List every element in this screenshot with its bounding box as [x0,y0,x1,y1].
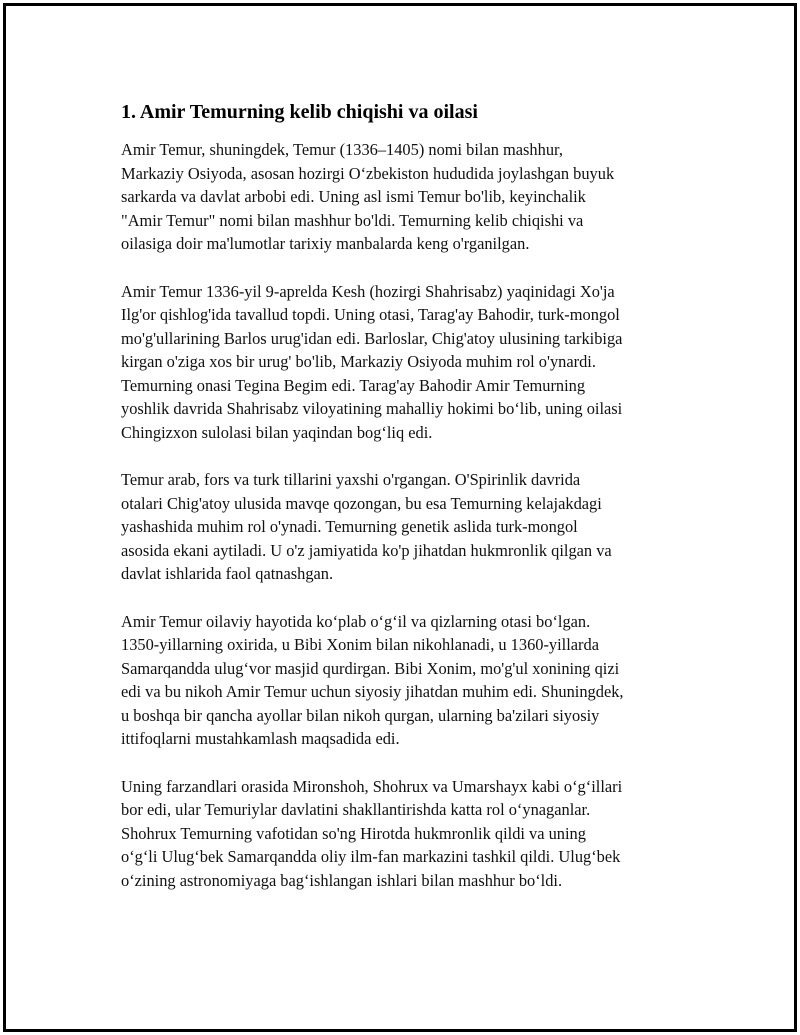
text-line: Uning farzandlari orasida Mironshoh, Shohrux va Umarshayx kabi oʻgʻillari [121,776,623,796]
text-line: 1350-yillarning oxirida, u Bibi Xonim bilan nikohlanadi, u 1360-yillarda [121,635,599,654]
text-line: asosida ekani aytiladi. U o'z jamiyatida ko'p jihatdan hukmronlik qilgan va [121,540,612,560]
document-body [121,98,696,916]
text-line: "Amir Temur" nomi bilan mashhur bo'ldi. Temurning kelib chiqishi va [121,210,584,230]
text-line: Amir Temur oilaviy hayotida koʻplab oʻgʻil va qizlarning otasi boʻlgan. [121,611,591,631]
text-line: Ilg'or qishlog'ida tavallud topdi. Uning otasi, Tarag'ay Bahodir, turk-mongol [121,305,620,324]
page-frame [3,3,797,1032]
text-line: Temur arab, fors va turk tillarini yaxshi o'rgangan. O'Spirinlik davrida [121,470,581,489]
text-line: sarkarda va davlat arbobi edi. Uning asl ismi Temur bo'lib, keyinchalik [121,187,586,206]
text-line: kirgan o'ziga xos bir urug' bo'lib, Markaziy Osiyoda muhim rol o'ynardi. [121,352,596,371]
text-line: oilasiga doir ma'lumotlar tarixiy manbalarda keng o'rganilgan. [121,234,530,253]
paragraph-family-life [121,610,696,751]
paragraph-birth-and-parents [121,280,696,445]
text-line: Amir Temur 1336-yil 9-aprelda Kesh (hozirgi Shahrisabz) yaqinidagi Xo'ja [121,281,615,301]
text-line: Samarqandda ulugʻvor masjid qurdirgan. Bibi Xonim, mo'g'ul xonining qizi [121,658,620,678]
text-line: Temurning onasi Tegina Begim edi. Tarag'ay Bahodir Amir Temurning [121,375,586,395]
text-line: u boshqa bir qancha ayollar bilan nikoh qurgan, ularning ba'zilari siyosiy [121,705,600,725]
paragraph-origin-intro [121,138,696,256]
text-line: Chingizxon sulolasi bilan yaqindan bogʻliq edi. [121,422,433,442]
text-line: oʻgʻli Ulugʻbek Samarqandda oliy ilm-fan markazini tashkil qildi. Ulugʻbek [121,847,621,866]
text-line: Shohrux Temurning vafotidan so'ng Hirotda hukmronlik qildi va uning [121,823,586,843]
paragraph-children [121,775,696,893]
text-line: mo'g'ullarining Barlos urug'idan edi. Barloslar, Chig'atoy ulusining tarkibiga [121,328,623,348]
text-line: yashashida muhim rol o'ynadi. Temurning genetik aslida turk-mongol [121,517,578,536]
section-heading: 1. Amir Temurning kelib chiqishi va oilasi [121,101,478,123]
text-line: davlat ishlarida faol qatnashgan. [121,564,334,583]
text-line: edi va bu nikoh Amir Temur uchun siyosiy jihatdan muhim edi. Shuningdek, [121,682,624,701]
text-line: bor edi, ular Temuriylar davlatini shakllantirishda katta rol oʻynaganlar. [121,800,591,819]
text-line: Markaziy Osiyoda, asosan hozirgi Oʻzbekiston hududida joylashgan buyuk [121,163,615,183]
text-line: otalari Chig'atoy ulusida mavqe qozongan, bu esa Temurning kelajakdagi [121,493,602,513]
paragraph-youth [121,468,696,586]
text-line: yoshlik davrida Shahrisabz viloyatining mahalliy hokimi boʻlib, uning oilasi [121,399,623,418]
text-line: ittifoqlarni mustahkamlash maqsadida edi. [121,729,400,748]
text-line: oʻzining astronomiyaga bagʻishlangan ishlari bilan mashhur boʻldi. [121,870,563,890]
text-line: Amir Temur, shuningdek, Temur (1336–1405) nomi bilan mashhur, [121,140,563,159]
